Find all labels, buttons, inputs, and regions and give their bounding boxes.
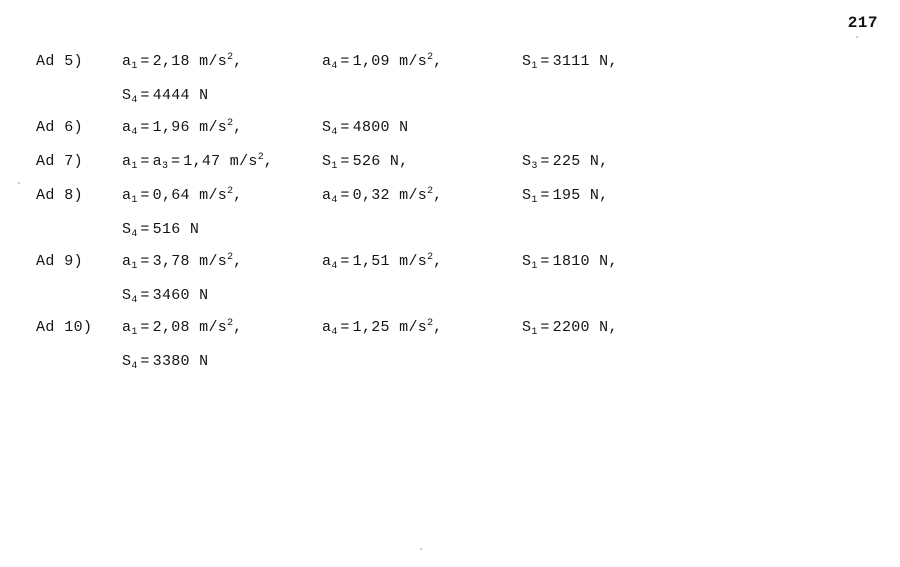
unit-label: m/s: [389, 187, 428, 204]
numeric-value: 1810: [552, 253, 590, 270]
unit-exponent: 2: [227, 186, 234, 197]
equation-term: [322, 119, 408, 136]
equation-cell: [522, 52, 618, 70]
variable-symbol: S: [522, 187, 532, 204]
variable-symbol: S: [122, 221, 132, 238]
unit-exponent: 2: [227, 52, 234, 63]
unit-exponent: 2: [427, 52, 434, 63]
equals-sign: =: [140, 287, 150, 304]
numeric-value: 3460: [152, 287, 190, 304]
punctuation: ,: [608, 253, 618, 270]
numeric-value: 516: [152, 221, 181, 238]
equation-cell: [122, 152, 322, 170]
answer-label: Ad 6): [36, 119, 84, 136]
equation-cell: [122, 86, 322, 104]
punctuation: ,: [608, 319, 618, 336]
equation-cell: [122, 318, 322, 336]
variable-symbol: S: [522, 253, 532, 270]
answer-label: Ad 8): [36, 187, 84, 204]
variable-symbol: S: [522, 153, 532, 170]
variable-symbol: S: [122, 87, 132, 104]
punctuation: ,: [233, 253, 243, 270]
equation-cell: [122, 186, 322, 204]
variable-symbol: S: [522, 53, 532, 70]
numeric-value: 1,96: [152, 119, 190, 136]
variable-subscript: 3: [531, 161, 538, 172]
unit-label: m/s: [189, 53, 228, 70]
variable-subscript: 1: [531, 327, 538, 338]
equation-cell: [522, 252, 618, 270]
equation-term: [122, 153, 273, 170]
numeric-value: 0,64: [152, 187, 190, 204]
equation-cell: [322, 252, 522, 270]
answer-line: [36, 118, 876, 152]
equation-term: [522, 319, 618, 336]
equation-cell: [322, 52, 522, 70]
variable-subscript: 4: [131, 95, 138, 106]
equals-sign: =: [140, 119, 150, 136]
equals-sign: =: [540, 319, 550, 336]
equation-cell: [122, 52, 322, 70]
equation-term: [122, 353, 208, 370]
variable-symbol: a: [322, 187, 332, 204]
unit-label: N: [389, 119, 409, 136]
equation-term: [322, 319, 442, 336]
equation-term: [122, 87, 208, 104]
variable-symbol: S: [122, 287, 132, 304]
equation-term: [122, 287, 208, 304]
variable-subscript: 1: [531, 195, 538, 206]
variable-symbol: S: [322, 153, 332, 170]
answer-line: [36, 252, 876, 286]
answer-line: [36, 220, 876, 252]
variable-subscript: 4: [331, 327, 338, 338]
variable-subscript: 4: [131, 127, 138, 138]
equation-cell: [522, 318, 618, 336]
numeric-value: 1,51: [352, 253, 390, 270]
numeric-value: 195: [552, 187, 581, 204]
variable-subscript: 3: [161, 161, 168, 172]
unit-exponent: 2: [257, 152, 264, 163]
punctuation: ,: [233, 187, 243, 204]
equals-sign: =: [140, 319, 150, 336]
variable-subscript: 4: [331, 195, 338, 206]
equation-cell: [122, 220, 322, 238]
unit-label: N: [589, 253, 609, 270]
answer-line: [36, 152, 876, 186]
equation-term: [122, 119, 242, 136]
numeric-value: 2,18: [152, 53, 190, 70]
unit-label: m/s: [189, 187, 228, 204]
answer-label: Ad 5): [36, 53, 84, 70]
answers-list: [36, 52, 876, 384]
unit-label: m/s: [220, 153, 258, 170]
equation-cell: [122, 252, 322, 270]
punctuation: ,: [399, 153, 409, 170]
equation-cell: [122, 118, 322, 136]
variable-subscript: 1: [531, 61, 538, 72]
variable-symbol: a: [122, 253, 132, 270]
paper-speck: [856, 36, 858, 38]
equation-cell: [322, 186, 522, 204]
unit-label: N: [580, 187, 600, 204]
unit-label: N: [380, 153, 400, 170]
equals-sign: =: [140, 153, 150, 170]
answer-line: [36, 286, 876, 318]
equation-term: [122, 253, 242, 270]
variable-subscript: 4: [331, 127, 338, 138]
paper-speck: [18, 182, 20, 184]
equation-term: [522, 153, 608, 170]
unit-exponent: 2: [227, 318, 234, 329]
answer-line: [36, 318, 876, 352]
equals-sign: =: [540, 253, 550, 270]
punctuation: ,: [433, 53, 443, 70]
unit-exponent: 2: [427, 186, 434, 197]
punctuation: ,: [233, 53, 243, 70]
answer-label: Ad 9): [36, 253, 84, 270]
variable-subscript: 1: [131, 61, 138, 72]
unit-label: N: [189, 87, 209, 104]
equals-sign: =: [340, 253, 350, 270]
variable-symbol: S: [522, 319, 532, 336]
unit-label: N: [189, 353, 209, 370]
unit-label: m/s: [189, 253, 228, 270]
variable-symbol: a: [122, 319, 132, 336]
answer-line: [36, 186, 876, 220]
unit-exponent: 2: [227, 252, 234, 263]
equation-cell: [322, 118, 522, 136]
equals-sign: =: [140, 253, 150, 270]
equation-cell: [522, 152, 608, 170]
unit-exponent: 2: [227, 118, 234, 129]
variable-symbol: a: [322, 253, 332, 270]
equals-sign: =: [540, 153, 550, 170]
unit-label: N: [589, 53, 609, 70]
paper-speck: [420, 548, 422, 550]
variable-symbol: S: [122, 353, 132, 370]
variable-symbol: a: [152, 153, 162, 170]
variable-subscript: 4: [331, 261, 338, 272]
punctuation: ,: [599, 153, 609, 170]
variable-symbol: a: [122, 119, 132, 136]
answer-label: Ad 10): [36, 319, 93, 336]
equals-sign: =: [340, 119, 350, 136]
equation-cell: [322, 318, 522, 336]
numeric-value: 3,78: [152, 253, 190, 270]
numeric-value: 1,47: [183, 153, 221, 170]
equals-sign: =: [170, 153, 181, 170]
numeric-value: 3380: [152, 353, 190, 370]
numeric-value: 4444: [152, 87, 190, 104]
equation-term: [322, 53, 442, 70]
unit-label: m/s: [189, 119, 228, 136]
numeric-value: 0,32: [352, 187, 390, 204]
variable-symbol: a: [122, 53, 132, 70]
numeric-value: 3111: [552, 53, 590, 70]
equals-sign: =: [540, 187, 550, 204]
punctuation: ,: [233, 319, 243, 336]
numeric-value: 1,25: [352, 319, 390, 336]
variable-subscript: 4: [131, 229, 138, 240]
equation-term: [122, 187, 242, 204]
unit-exponent: 2: [427, 252, 434, 263]
equation-term: [122, 319, 242, 336]
unit-exponent: 2: [427, 318, 434, 329]
equation-term: [322, 187, 442, 204]
page-number: 217: [847, 14, 878, 32]
variable-symbol: S: [322, 119, 332, 136]
equation-term: [322, 253, 442, 270]
variable-subscript: 4: [331, 61, 338, 72]
answer-line: [36, 52, 876, 86]
equals-sign: =: [140, 187, 150, 204]
variable-subscript: 4: [131, 295, 138, 306]
variable-subscript: 4: [131, 361, 138, 372]
answer-label: Ad 7): [36, 153, 84, 170]
numeric-value: 4800: [352, 119, 390, 136]
equation-term: [122, 221, 199, 238]
equals-sign: =: [140, 87, 150, 104]
unit-label: m/s: [189, 319, 228, 336]
variable-symbol: a: [322, 319, 332, 336]
answer-line: [36, 352, 876, 384]
equation-term: [522, 53, 618, 70]
answer-line: [36, 86, 876, 118]
numeric-value: 2,08: [152, 319, 190, 336]
unit-label: N: [580, 153, 600, 170]
equals-sign: =: [140, 221, 150, 238]
numeric-value: 2200: [552, 319, 590, 336]
numeric-value: 526: [352, 153, 381, 170]
equation-term: [322, 153, 408, 170]
unit-label: N: [180, 221, 200, 238]
variable-symbol: a: [122, 187, 132, 204]
unit-label: N: [589, 319, 609, 336]
punctuation: ,: [433, 319, 443, 336]
equation-cell: [322, 152, 522, 170]
variable-subscript: 1: [131, 327, 138, 338]
punctuation: ,: [608, 53, 618, 70]
equation-term: [122, 53, 242, 70]
punctuation: ,: [599, 187, 609, 204]
equation-cell: [122, 352, 322, 370]
unit-label: N: [189, 287, 209, 304]
equation-cell: [122, 286, 322, 304]
equals-sign: =: [340, 187, 350, 204]
equals-sign: =: [140, 53, 150, 70]
equation-term: [522, 253, 618, 270]
variable-subscript: 1: [131, 195, 138, 206]
unit-label: m/s: [389, 53, 428, 70]
variable-subscript: 1: [331, 161, 338, 172]
variable-subscript: 1: [131, 161, 138, 172]
equals-sign: =: [140, 353, 150, 370]
equation-term: [522, 187, 608, 204]
equation-cell: [522, 186, 608, 204]
numeric-value: 225: [552, 153, 581, 170]
equals-sign: =: [340, 153, 350, 170]
equals-sign: =: [340, 319, 350, 336]
punctuation: ,: [263, 153, 274, 170]
variable-subscript: 1: [131, 261, 138, 272]
variable-symbol: a: [322, 53, 332, 70]
unit-label: m/s: [389, 319, 428, 336]
punctuation: ,: [433, 253, 443, 270]
numeric-value: 1,09: [352, 53, 390, 70]
variable-subscript: 1: [531, 261, 538, 272]
punctuation: ,: [433, 187, 443, 204]
punctuation: ,: [233, 119, 243, 136]
equals-sign: =: [540, 53, 550, 70]
variable-symbol: a: [122, 153, 132, 170]
equals-sign: =: [340, 53, 350, 70]
unit-label: m/s: [389, 253, 428, 270]
